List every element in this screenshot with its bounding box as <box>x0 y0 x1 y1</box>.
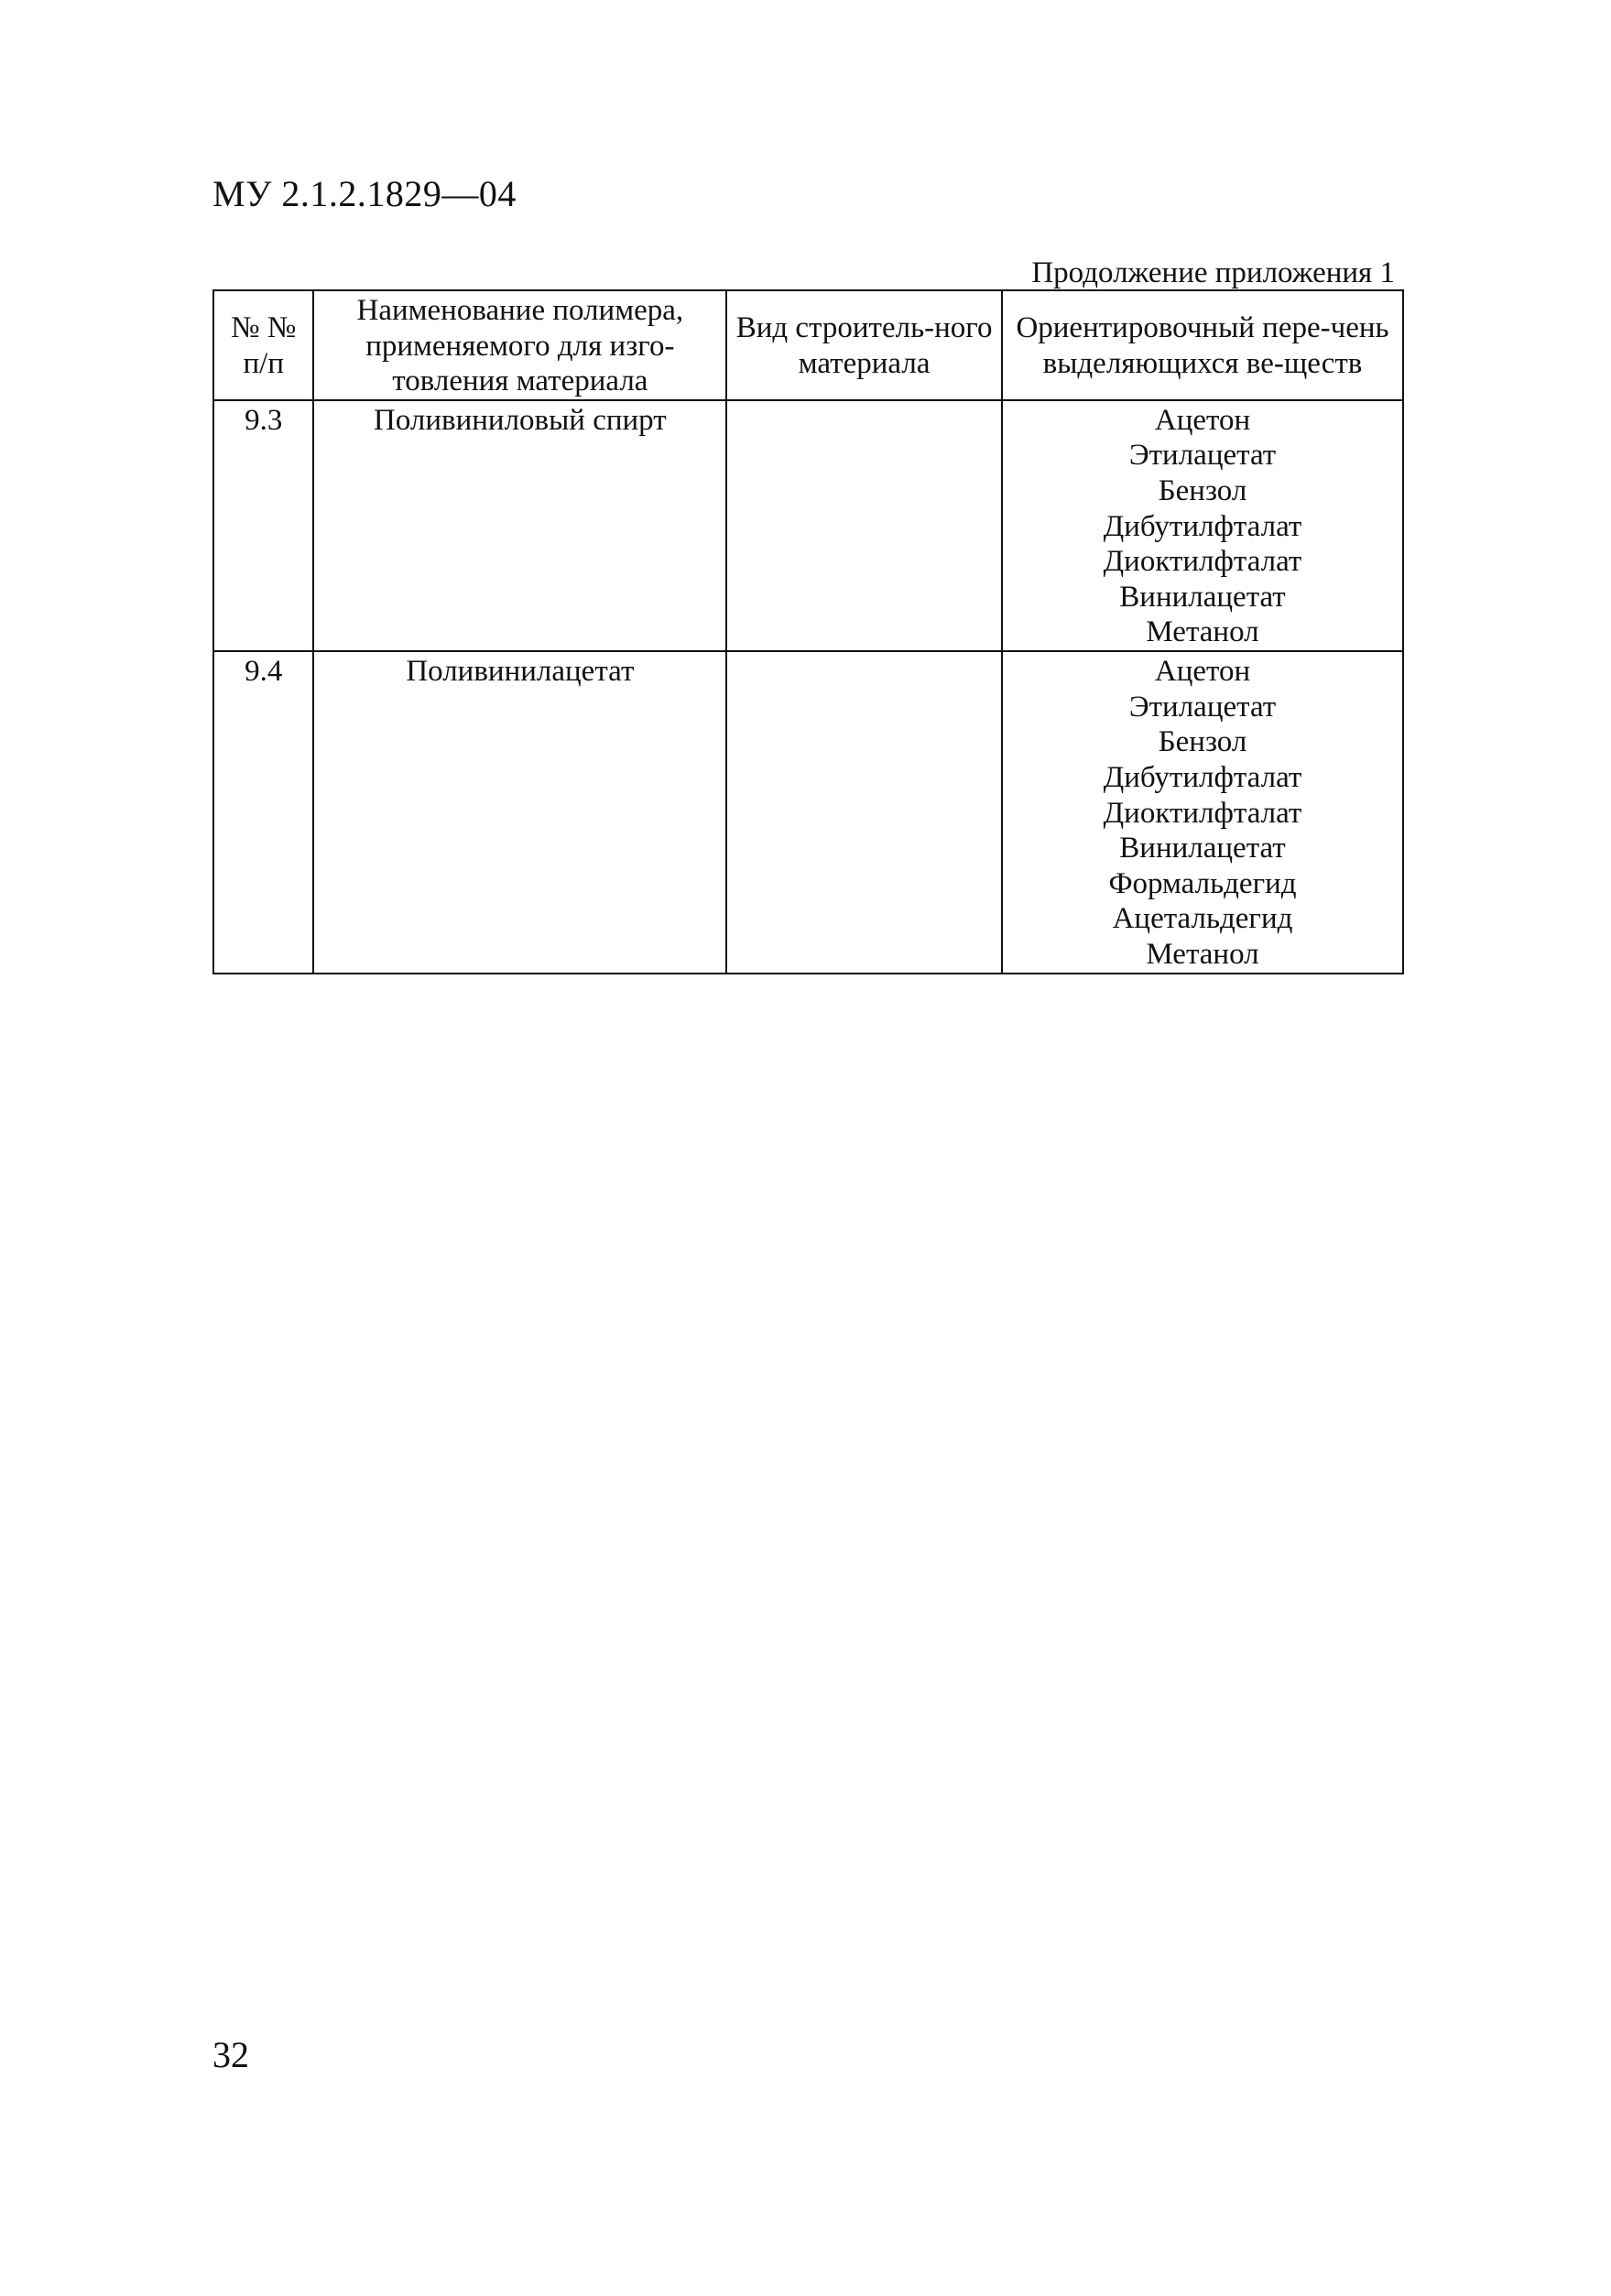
substance-item: Винилацетат <box>1119 832 1286 865</box>
substance-item: Этилацетат <box>1128 690 1277 724</box>
substance-item: Винилацетат <box>1119 580 1286 614</box>
header-number: № № п/п <box>213 290 313 400</box>
substance-item: Бензол <box>1158 474 1247 508</box>
document-code: МУ 2.1.2.1829—04 <box>212 173 517 214</box>
row-substances <box>1002 651 1403 973</box>
substance-item: Дибутилфталат <box>1103 509 1302 543</box>
substance-item: Дибутилфталат <box>1103 760 1302 794</box>
substance-item: Диоктилфталат <box>1103 796 1302 830</box>
header-polymer-name: Наименование полимера, применяемого для изго-товления материала <box>313 290 726 400</box>
row-material-type <box>726 651 1002 973</box>
table-body <box>213 400 1403 974</box>
substance-item: Ацетон <box>1154 403 1251 437</box>
row-polymer-name: Поливинилацетат <box>313 651 726 973</box>
substance-item: Формальдегид <box>1108 866 1297 900</box>
row-number: 9.4 <box>213 651 313 973</box>
substances-table <box>212 289 1404 974</box>
header-emitted-substances: Ориентировочный пере-чень выделяющихся ве-ществ <box>1002 290 1403 400</box>
row-material-type <box>726 400 1002 651</box>
table-row <box>213 651 1403 973</box>
substance-item: Ацетон <box>1154 655 1251 689</box>
page-number: 32 <box>212 2034 249 2075</box>
substance-item: Метанол <box>1146 615 1259 649</box>
substance-item: Этилацетат <box>1128 439 1277 473</box>
continuation-label: Продолжение приложения 1 <box>1031 256 1395 289</box>
row-polymer-name: Поливиниловый спирт <box>313 400 726 651</box>
substance-item: Метанол <box>1146 937 1259 971</box>
row-number: 9.3 <box>213 400 313 651</box>
header-material-type: Вид строитель-ного материала <box>726 290 1002 400</box>
substance-item: Ацетальдегид <box>1112 902 1293 936</box>
table-row <box>213 400 1403 651</box>
substance-item: Бензол <box>1158 725 1247 759</box>
row-substances <box>1002 400 1403 651</box>
table-header-row <box>213 290 1403 400</box>
substance-item: Диоктилфталат <box>1103 545 1302 579</box>
